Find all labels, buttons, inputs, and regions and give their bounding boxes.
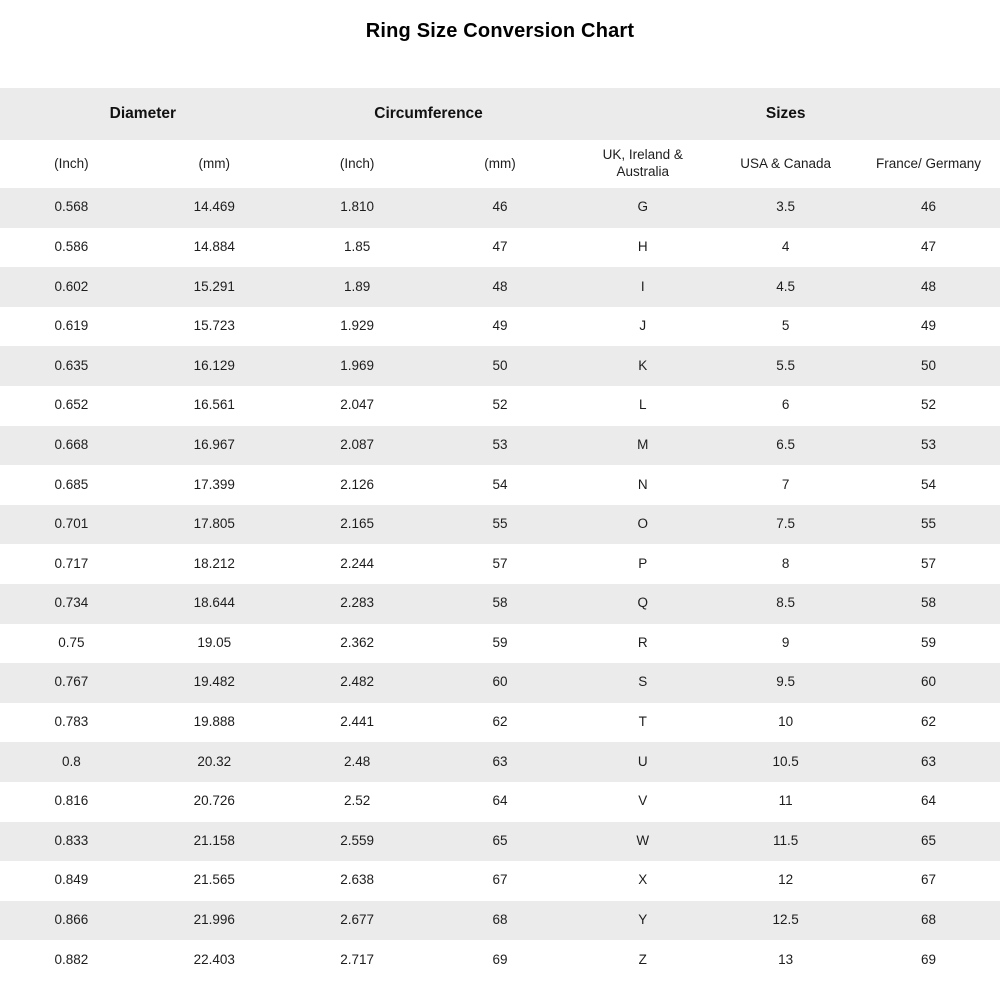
table-cell: 13 — [778, 951, 794, 967]
table-cell: 64 — [492, 793, 508, 809]
table-cell: 8.5 — [776, 595, 796, 611]
table-cell: 19.888 — [193, 714, 235, 730]
table-row — [0, 346, 1000, 386]
table-row — [0, 703, 1000, 743]
group-header-circumference: Circumference — [374, 105, 483, 123]
table-cell: 58 — [492, 595, 508, 611]
table-body — [0, 188, 1000, 980]
table-cell: 49 — [921, 318, 937, 334]
table-cell: 2.717 — [340, 951, 374, 967]
table-cell: 2.165 — [340, 516, 374, 532]
table-cell: 2.638 — [340, 872, 374, 888]
table-cell: J — [639, 318, 647, 334]
table-cell: R — [637, 634, 648, 650]
table-cell: 11 — [778, 793, 793, 809]
table-row — [0, 624, 1000, 664]
table-cell: 1.929 — [340, 318, 374, 334]
table-cell: 1.810 — [340, 199, 374, 215]
table-cell: 67 — [921, 872, 937, 888]
table-cell: 68 — [492, 912, 508, 928]
table-row — [0, 584, 1000, 624]
table-cell: 0.568 — [54, 199, 89, 215]
table-cell: 14.884 — [193, 238, 235, 254]
table-cell: 64 — [921, 793, 937, 809]
table-cell: 0.767 — [54, 674, 89, 690]
table-cell: 0.8 — [62, 753, 81, 769]
table-cell: 3.5 — [776, 199, 796, 215]
table-cell: 2.677 — [340, 912, 374, 928]
table-cell: N — [637, 476, 648, 492]
column-header-row — [0, 140, 1000, 188]
table-cell: 2.244 — [340, 555, 374, 571]
table-cell: 63 — [492, 753, 508, 769]
table-cell: 57 — [492, 555, 508, 571]
table-cell: 2.482 — [340, 674, 374, 690]
table-cell: X — [638, 872, 648, 888]
column-header-diameter-inch: (Inch) — [54, 155, 89, 171]
table-cell: 5 — [781, 318, 790, 334]
table-cell: 21.158 — [193, 832, 235, 848]
table-cell: 9.5 — [776, 674, 796, 690]
table-cell: T — [638, 714, 647, 730]
table-cell: Q — [637, 595, 649, 611]
column-header-france-germany: France/ Germany — [876, 155, 982, 171]
table-cell: 21.565 — [193, 872, 235, 888]
table-cell: K — [638, 357, 648, 373]
table-cell: 59 — [921, 634, 937, 650]
table-cell: 48 — [921, 278, 937, 294]
table-cell: 48 — [492, 278, 508, 294]
table-row — [0, 861, 1000, 901]
table-cell: 15.723 — [193, 318, 235, 334]
column-header-circumference-inch: (Inch) — [339, 155, 375, 171]
table-cell: S — [638, 674, 648, 690]
table-cell: 0.717 — [54, 555, 89, 571]
table-cell: 65 — [921, 832, 937, 848]
table-cell: 0.701 — [54, 516, 89, 532]
table-cell: 55 — [921, 516, 937, 532]
table-cell: Z — [638, 951, 647, 967]
table-cell: 54 — [492, 476, 508, 492]
table-cell: 0.619 — [54, 318, 89, 334]
table-cell: 12.5 — [772, 912, 799, 928]
table-row — [0, 505, 1000, 545]
table-row — [0, 426, 1000, 466]
table-cell: 62 — [492, 714, 508, 730]
table-cell: 46 — [492, 199, 508, 215]
table-cell: 2.087 — [340, 436, 374, 452]
column-header-uk-ireland-australia: UK, Ireland & Australia — [602, 147, 683, 179]
group-header-diameter: Diameter — [109, 105, 177, 123]
table-row — [0, 822, 1000, 862]
group-header-sizes: Sizes — [765, 105, 806, 123]
table-cell: W — [636, 832, 650, 848]
table-cell: 4.5 — [776, 278, 796, 294]
table-cell: 0.602 — [54, 278, 89, 294]
table-cell: 0.685 — [54, 476, 89, 492]
table-cell: 19.482 — [193, 674, 235, 690]
table-cell: 2.047 — [340, 397, 374, 413]
table-cell: 0.866 — [54, 912, 89, 928]
table-cell: 57 — [921, 555, 937, 571]
table-cell: 0.668 — [54, 436, 89, 452]
table-cell: 0.849 — [54, 872, 89, 888]
table-row — [0, 901, 1000, 941]
column-header-diameter-mm: (mm) — [198, 155, 230, 171]
table-cell: 52 — [921, 397, 937, 413]
table-cell: 19.05 — [197, 634, 232, 650]
table-cell: 53 — [492, 436, 508, 452]
table-cell: 7 — [781, 476, 790, 492]
table-row — [0, 742, 1000, 782]
table-cell: 20.726 — [193, 793, 235, 809]
table-cell: L — [639, 397, 647, 413]
table-cell: 15.291 — [193, 278, 235, 294]
table-cell: 18.212 — [193, 555, 235, 571]
table-cell: 49 — [492, 318, 508, 334]
table-cell: 8 — [781, 555, 790, 571]
table-cell: U — [637, 753, 648, 769]
table-cell: 0.783 — [54, 714, 89, 730]
table-cell: 14.469 — [193, 199, 235, 215]
table-cell: 65 — [492, 832, 508, 848]
page-title: Ring Size Conversion Chart — [365, 20, 635, 42]
group-header-row — [0, 88, 1000, 140]
table-row — [0, 782, 1000, 822]
table-cell: O — [637, 516, 649, 532]
table-cell: 68 — [921, 912, 937, 928]
table-cell: H — [637, 238, 648, 254]
table-cell: 47 — [921, 238, 937, 254]
table-cell: 60 — [921, 674, 937, 690]
table-row — [0, 307, 1000, 347]
table-cell: 0.833 — [54, 832, 89, 848]
table-cell: 11.5 — [773, 832, 799, 848]
table-cell: 58 — [921, 595, 937, 611]
table-cell: I — [640, 278, 645, 294]
table-cell: 67 — [492, 872, 508, 888]
table-cell: 20.32 — [197, 753, 232, 769]
table-cell: 4 — [781, 238, 790, 254]
table-cell: 52 — [492, 397, 508, 413]
table-cell: 1.85 — [343, 238, 371, 254]
table-cell: 0.635 — [54, 357, 89, 373]
table-cell: 16.129 — [193, 357, 235, 373]
table-cell: 46 — [921, 199, 937, 215]
table-cell: G — [637, 199, 649, 215]
table-row — [0, 940, 1000, 980]
table-cell: 0.586 — [54, 238, 89, 254]
table-cell: 10.5 — [772, 753, 799, 769]
table-row — [0, 188, 1000, 228]
table-cell: 6 — [781, 397, 790, 413]
table-cell: 5.5 — [776, 357, 796, 373]
table-cell: 59 — [492, 634, 508, 650]
column-header-circumference-mm: (mm) — [484, 155, 516, 171]
table-cell: 0.816 — [54, 793, 89, 809]
table-cell: 21.996 — [193, 912, 235, 928]
table-cell: 63 — [921, 753, 937, 769]
table-cell: 2.559 — [340, 832, 374, 848]
table-row — [0, 228, 1000, 268]
table-cell: 69 — [921, 951, 937, 967]
table-cell: 2.52 — [343, 793, 371, 809]
table-cell: 17.805 — [193, 516, 235, 532]
table-cell: 2.126 — [340, 476, 374, 492]
table-cell: 7.5 — [776, 516, 796, 532]
table-cell: 16.967 — [193, 436, 235, 452]
table-cell: V — [638, 793, 648, 809]
table-cell: 60 — [492, 674, 508, 690]
table-cell: 0.75 — [58, 634, 85, 650]
table-row — [0, 267, 1000, 307]
table-row — [0, 386, 1000, 426]
conversion-table — [0, 88, 1000, 980]
table-cell: 54 — [921, 476, 937, 492]
table-cell: 0.734 — [54, 595, 89, 611]
table-cell: 1.969 — [340, 357, 374, 373]
table-cell: M — [637, 436, 649, 452]
table-cell: 18.644 — [193, 595, 235, 611]
table-row — [0, 465, 1000, 505]
table-cell: 2.441 — [340, 714, 374, 730]
table-cell: 50 — [921, 357, 937, 373]
table-cell: 17.399 — [193, 476, 235, 492]
table-cell: 16.561 — [193, 397, 235, 413]
table-row — [0, 544, 1000, 584]
table-cell: 69 — [492, 951, 508, 967]
table-cell: P — [638, 555, 648, 571]
table-cell: 2.48 — [343, 753, 371, 769]
table-cell: 22.403 — [193, 951, 235, 967]
table-cell: 12 — [778, 872, 794, 888]
table-cell: 1.89 — [343, 278, 371, 294]
table-cell: 0.652 — [54, 397, 89, 413]
table-cell: 0.882 — [54, 951, 89, 967]
table-cell: 2.362 — [340, 634, 374, 650]
table-cell: 2.283 — [340, 595, 374, 611]
table-cell: 6.5 — [776, 436, 796, 452]
table-cell: Y — [638, 912, 648, 928]
table-cell: 50 — [492, 357, 508, 373]
table-cell: 53 — [921, 436, 937, 452]
table-cell: 10 — [778, 714, 794, 730]
column-header-usa-canada: USA & Canada — [740, 155, 832, 171]
table-cell: 47 — [492, 238, 508, 254]
table-cell: 62 — [921, 714, 937, 730]
table-row — [0, 663, 1000, 703]
table-cell: 9 — [781, 634, 790, 650]
table-cell: 55 — [492, 516, 508, 532]
